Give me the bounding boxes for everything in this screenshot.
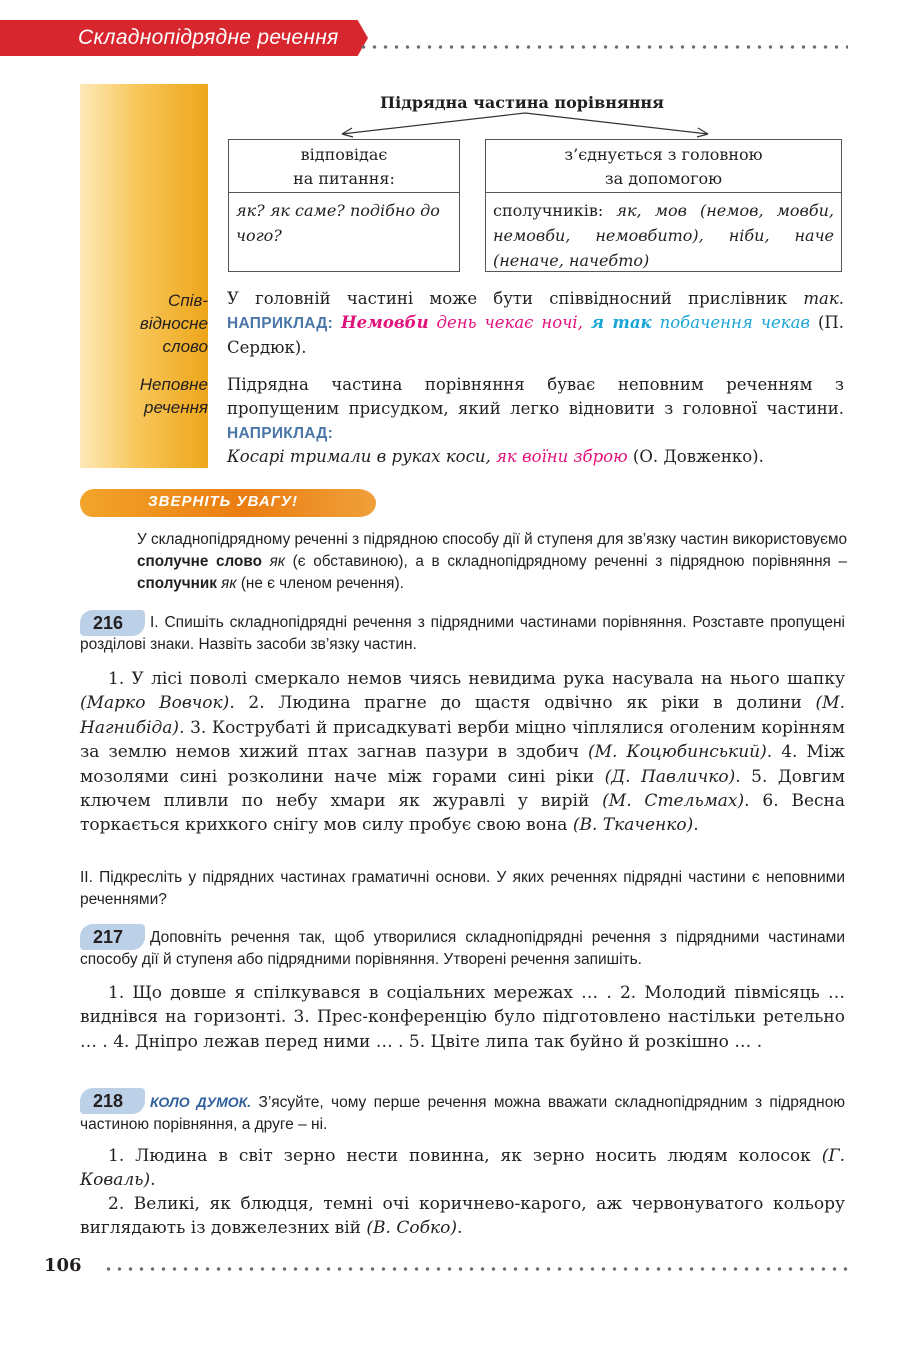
term: сполучне слово bbox=[137, 553, 262, 570]
right-box-body bbox=[486, 193, 841, 278]
example-text: Косарі тримали в руках коси, bbox=[227, 447, 496, 466]
author: (М. Стельмах) bbox=[602, 791, 745, 812]
example-author: (П. Сердюк). bbox=[227, 313, 845, 357]
thinking-circle-label: КОЛО ДУМОК. bbox=[150, 1094, 252, 1110]
incomplete-paragraph bbox=[227, 373, 844, 446]
example-highlight: як воїни зброю bbox=[495, 447, 628, 466]
label-incomplete-sentence bbox=[140, 373, 208, 419]
sentence: 2. Великі, як блюдця, темні очі коричнево-карого, аж червонуватого кольору виглядають із довжелезних вій bbox=[80, 1194, 845, 1239]
exercise-218-sentence-2 bbox=[80, 1192, 845, 1241]
exercise-number-217: 217 bbox=[80, 924, 145, 950]
section-title: Складнопідрядне речення bbox=[78, 26, 339, 49]
diagram-arrows bbox=[330, 110, 720, 142]
header-accent-bar bbox=[0, 20, 22, 56]
example-text: день чекає ночі, bbox=[428, 313, 583, 332]
exercise-218-task bbox=[80, 1091, 845, 1136]
sentence: . 4. Між мозолями сині розколини наче між горами сині ріки bbox=[80, 742, 846, 787]
author: (В. Ткаченко) bbox=[572, 815, 694, 836]
attention-note bbox=[137, 529, 847, 595]
right-box-conjunctions: як, мов (немов, мовби, немовби, немовбито), ніби, наче (неначе, начебто) bbox=[493, 201, 834, 270]
right-box-prefix: сполучників: bbox=[493, 201, 617, 220]
attention-label: ЗВЕРНІТЬ УВАГУ! bbox=[148, 493, 299, 510]
text: (не є членом речення). bbox=[236, 575, 404, 592]
diagram-right-box bbox=[485, 139, 842, 272]
example-highlight: Немовби bbox=[341, 313, 429, 332]
label-line: Неповне bbox=[139, 375, 208, 394]
text: (є обставиною), а в складнопідрядному реченні з підрядною порівняння – bbox=[285, 553, 847, 570]
left-box-head bbox=[229, 140, 459, 193]
exercise-216-task2: ІІ. Підкресліть у підрядних частинах граматичні основи. У яких реченнях підрядні частини є неповними реченнями? bbox=[80, 869, 845, 908]
left-box-body: як? як саме? подібно до чого? bbox=[236, 201, 440, 245]
diagram-left-box bbox=[228, 139, 460, 272]
left-box-head-line2: на питання: bbox=[293, 169, 395, 188]
sentence: . 3. Кострубаті й присадкуваті верби міцно чіплялися оголеним корінням за землю немов хижий птах загнав пазури в здобич bbox=[80, 717, 845, 763]
author: (Марко Вовчок) bbox=[80, 693, 230, 714]
sentence: 1. Людина в світ зерно нести повинна, як зерно носить людям колосок bbox=[108, 1146, 822, 1166]
right-box-head-line2: за допомогою bbox=[604, 169, 723, 188]
sentence-end: . bbox=[693, 815, 699, 836]
exercise-217-task: Доповніть речення так, щоб утворилися складнопідрядні речення з підрядними частинами способу дії й ступеня або підрядними порівняння. Утворені речення запишіть. bbox=[80, 929, 845, 968]
exercise-number-218: 218 bbox=[80, 1088, 145, 1114]
text: Підрядна частина порівняння буває неповним реченням з пропущеним присудком, який легко відновити з головної частини. bbox=[227, 375, 844, 418]
right-box-head-line1: з’єднується з головною bbox=[564, 145, 763, 164]
exercise-216-task: І. Спишіть складнопідрядні речення з підрядними частинами порівняння. Розставте пропущені розділові знаки. Назвіть засоби зв’язку частин. bbox=[80, 614, 845, 653]
left-box-head-line1: відповідає bbox=[300, 145, 388, 164]
label-line: слово bbox=[162, 337, 208, 356]
exercise-number-216: 216 bbox=[80, 610, 145, 636]
sentence-end: . bbox=[457, 1218, 463, 1239]
author: (Г. Коваль) bbox=[80, 1146, 845, 1191]
right-box-head bbox=[486, 140, 841, 193]
label-correlative-word bbox=[140, 289, 208, 358]
sentence: 1. У лісі поволі смеркало немов чиясь невидима рука насувала на нього шапку bbox=[108, 669, 845, 689]
incomplete-example bbox=[227, 445, 867, 469]
sentence: . 5. Довгим ключем пливли по небу хмари як журавлі у вирій bbox=[80, 766, 845, 812]
sentence-end: . bbox=[150, 1170, 156, 1191]
diagram-title: Підрядна частина порівняння bbox=[380, 93, 664, 112]
author: (В. Собко) bbox=[366, 1218, 457, 1239]
example-highlight: я так bbox=[590, 313, 652, 332]
label-line: речення bbox=[144, 398, 208, 417]
example-author: (О. Довженко). bbox=[627, 447, 764, 466]
sentence: . 2. Людина прагне до щастя одвічно як ріки в долини bbox=[229, 693, 816, 714]
page-number: 106 bbox=[44, 1255, 82, 1276]
text: У головній частині може бути співвідносний прислівник bbox=[227, 289, 804, 308]
example-keyword: НАПРИКЛАД: bbox=[227, 315, 334, 332]
correlative-paragraph: У головній частині може бути співвідносний прислівник так. НАПРИКЛАД: Немовби день чекає ночі, я так побачення чекав (П. Сердюк). bbox=[227, 289, 845, 357]
term-example: як bbox=[269, 553, 285, 570]
text: У складнопідрядному реченні з підрядною способу дії й ступеня для зв’язку частин використовуємо bbox=[137, 531, 847, 548]
term-word: так bbox=[803, 289, 839, 308]
author: (Д. Павличко) bbox=[604, 766, 736, 787]
exercise-217-text: 1. Що довше я спілкувався в соціальних мережах … . 2. Молодий півмісяць … виднівся на горизонті. 3. Прес-конференцію було підготовлено настільки ретельно … . 4. Дніпро лежав перед ними … . 5. Цвіте липа так буйно й розкішно … . bbox=[80, 983, 845, 1052]
exercise-216-text bbox=[80, 667, 845, 838]
label-line: Спів- bbox=[168, 291, 208, 310]
exercise-218-sentence-1 bbox=[80, 1144, 845, 1193]
example-text: побачення чекав bbox=[651, 313, 811, 332]
sentence: . 6. Весна торкається крихкого снігу мов силу пробує свою вона bbox=[80, 791, 845, 836]
author: (М. Коцюбинський) bbox=[588, 742, 767, 763]
author: (М. Нагнибіда) bbox=[80, 693, 845, 738]
header-dotted-line bbox=[358, 45, 848, 49]
task-text: З’ясуйте, чому перше речення можна вважати складнопідрядним з підрядною частиною порівняння, а друге – ні. bbox=[80, 1094, 845, 1133]
term-example: як bbox=[221, 575, 237, 592]
term: сполучник bbox=[137, 575, 217, 592]
label-line: відносне bbox=[139, 314, 208, 333]
footer-dotted-line bbox=[103, 1267, 848, 1271]
example-keyword: НАПРИКЛАД: bbox=[227, 425, 334, 442]
